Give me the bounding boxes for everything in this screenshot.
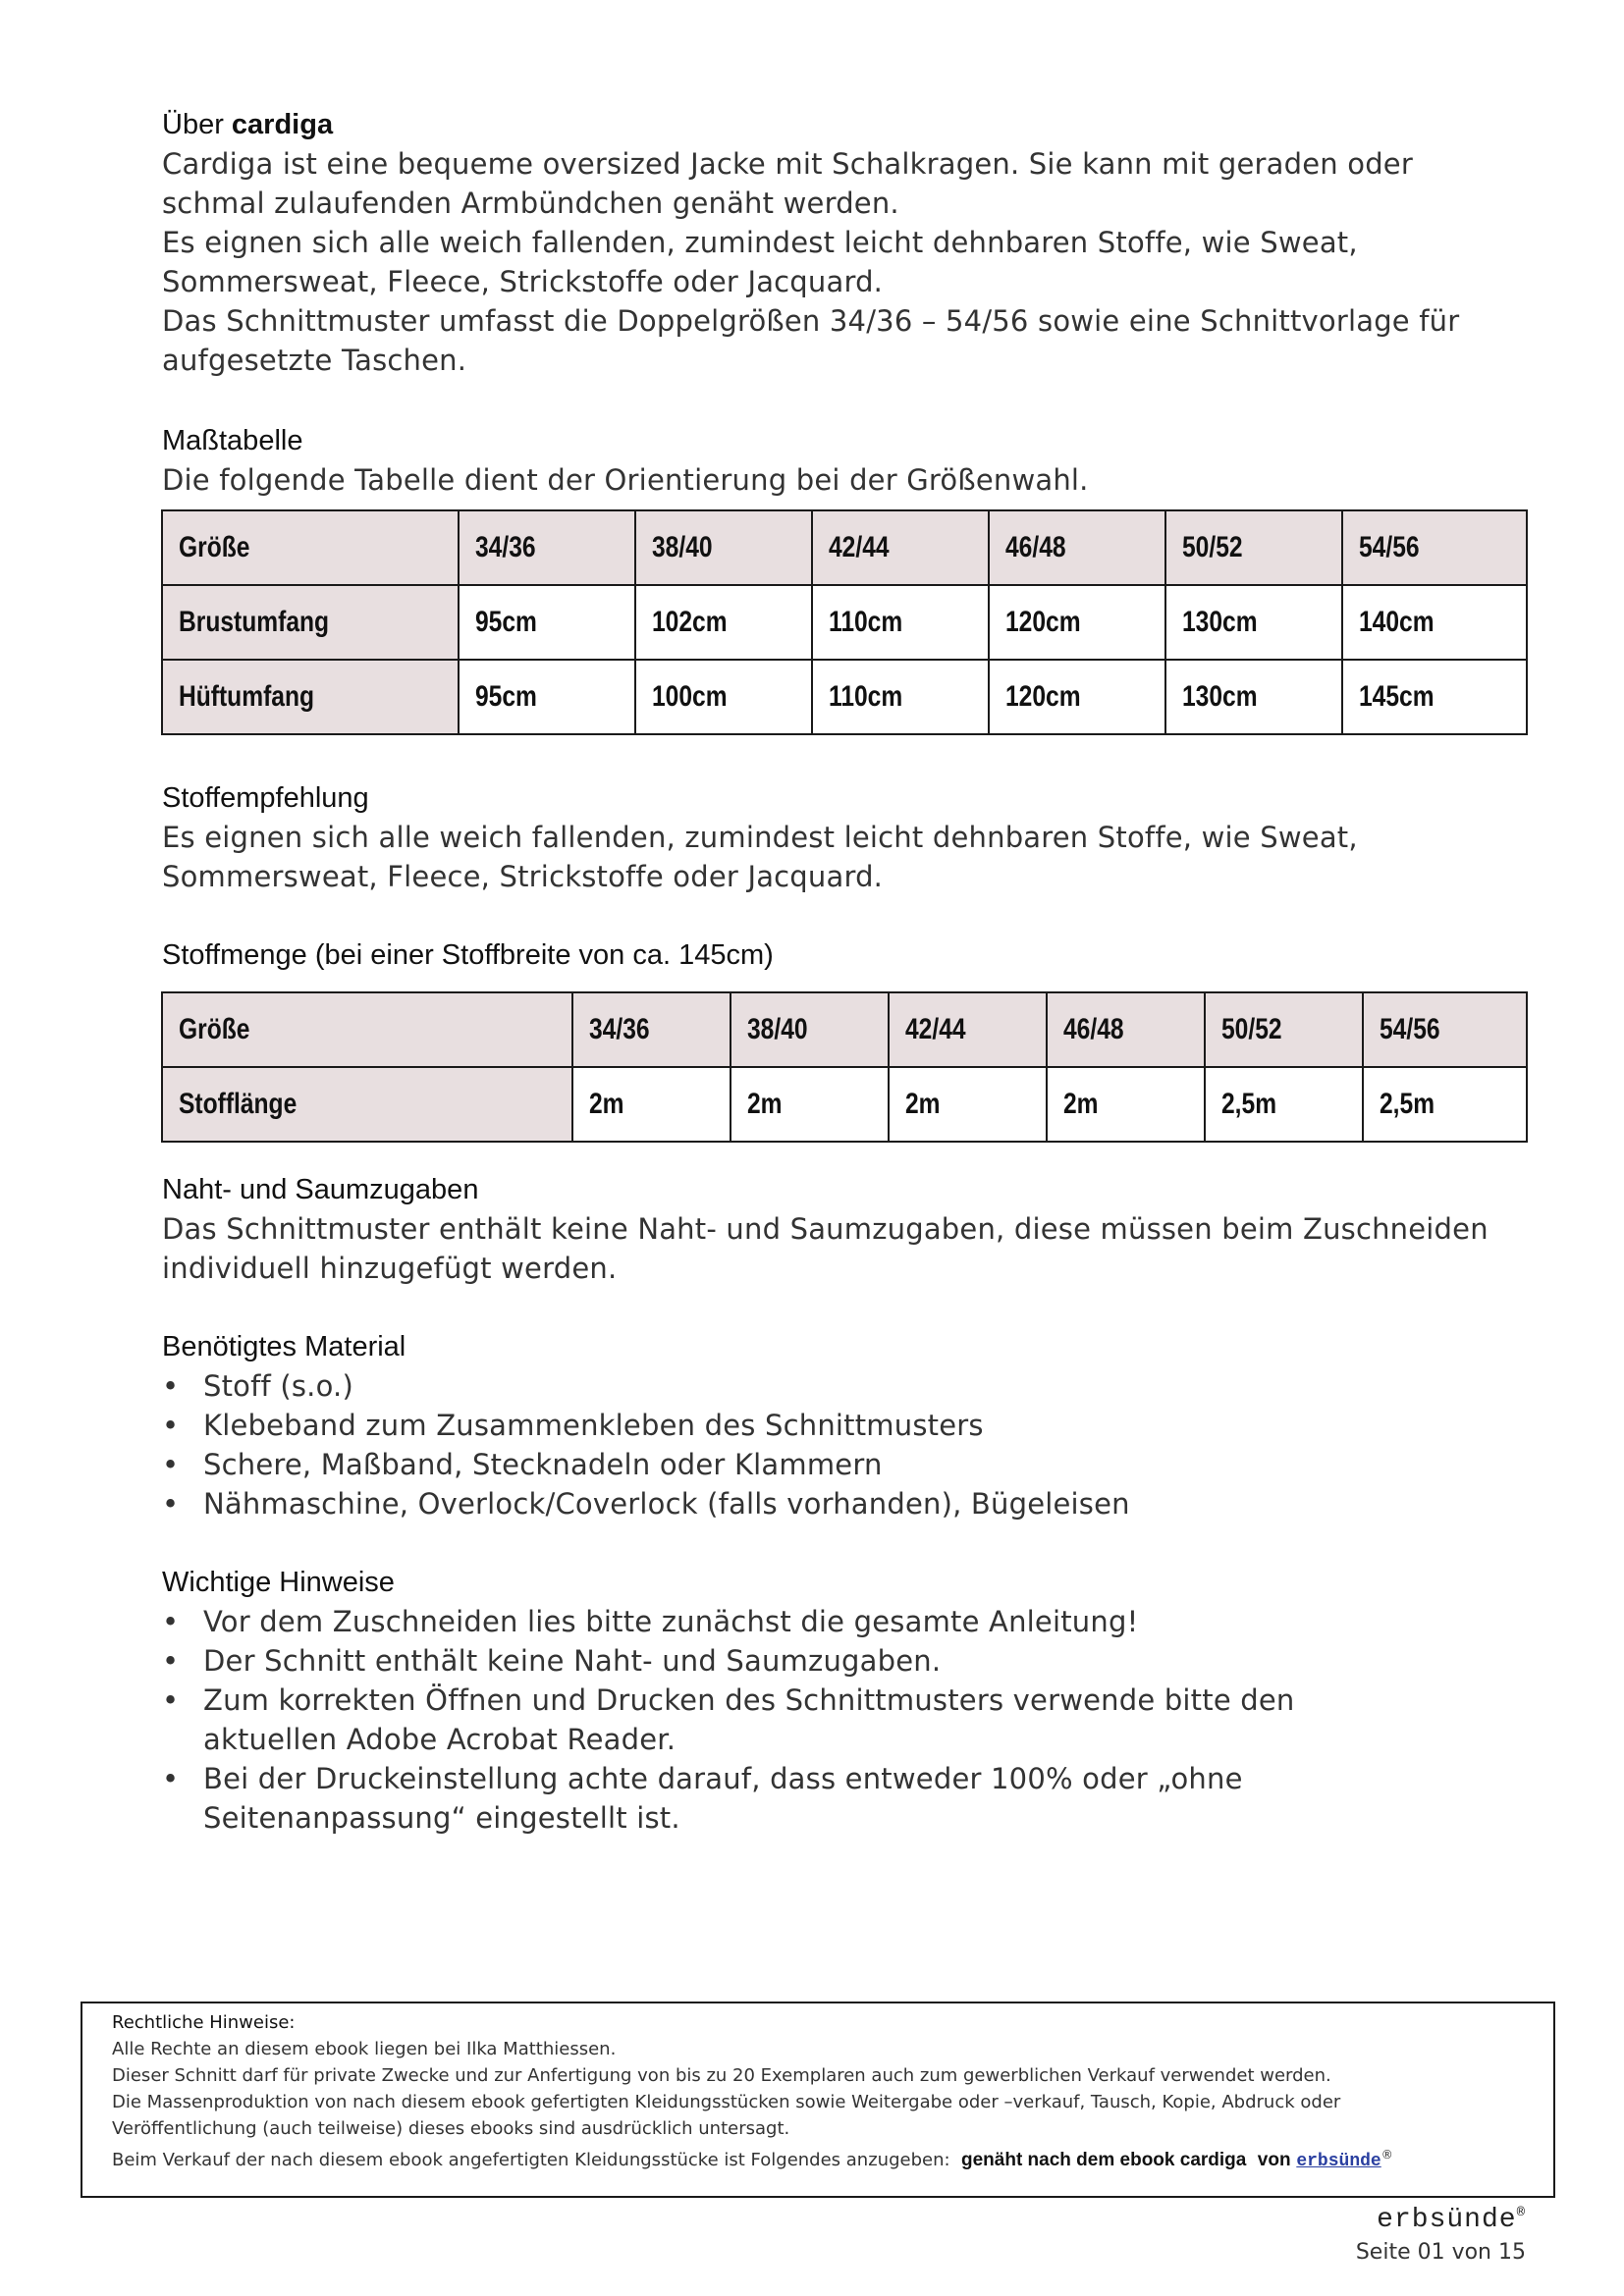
table-header-cell: 46/48 [1047, 992, 1205, 1067]
table-cell: 95cm [459, 585, 635, 660]
list-item: • Nähmaschine, Overlock/Coverlock (falls vorhanden), Bügeleisen [162, 1484, 1527, 1523]
legal-line-attribution: Beim Verkauf der nach diesem ebook angefertigten Kleidungsstücke ist Folgendes anzugeben: genäht nach dem ebook cardiga von erbsünde® [112, 2148, 1393, 2171]
table-header-cell: 50/52 [1205, 992, 1363, 1067]
table-cell: 110cm [812, 585, 989, 660]
fabric-line: Sommersweat, Fleece, Strickstoffe oder Jacquard. [162, 860, 884, 893]
table-row [162, 1067, 1527, 1142]
table-cell: 2m [889, 1067, 1047, 1142]
seam-line: Das Schnittmuster enthält keine Naht- und Saumzugaben, diese müssen beim Zuschneiden [162, 1212, 1489, 1246]
table-cell: 130cm [1165, 585, 1342, 660]
table-cell: 145cm [1342, 660, 1527, 734]
table-header-cell: 54/56 [1363, 992, 1527, 1067]
page-number: Seite 01 von 15 [1355, 2240, 1526, 2265]
table-header-cell: Größe [162, 510, 459, 585]
legal-line: Veröffentlichung (auch teilweise) dieses ebooks sind ausdrücklich untersagt. [112, 2118, 790, 2139]
table-cell: 2,5m [1205, 1067, 1363, 1142]
list-item: • Bei der Druckeinstellung achte darauf, dass entweder 100% oder „ohne Seitenanpassung“ eingestellt ist. [162, 1759, 1313, 1838]
notes-section [162, 1563, 1468, 1838]
about-line: Das Schnittmuster umfasst die Doppelgrößen 34/36 – 54/56 sowie eine Schnittvorlage für [162, 304, 1460, 338]
table-cell: 110cm [812, 660, 989, 734]
table-cell: 95cm [459, 660, 635, 734]
table-header-cell: 42/44 [812, 510, 989, 585]
fabric-section [162, 778, 1527, 896]
table-row [162, 585, 1527, 660]
material-section [162, 1327, 1527, 1523]
seam-section [162, 1170, 1527, 1288]
table-header-cell: Größe [162, 992, 572, 1067]
amount-section [162, 935, 1527, 975]
table-cell: 140cm [1342, 585, 1527, 660]
seam-line: individuell hinzugefügt werden. [162, 1252, 618, 1285]
table-header-cell: 34/36 [459, 510, 635, 585]
brand-link[interactable]: erbsünde [1296, 2152, 1381, 2171]
about-line: Sommersweat, Fleece, Strickstoffe oder Jacquard. [162, 265, 884, 298]
list-item: • Klebeband zum Zusammenkleben des Schnittmusters [162, 1406, 1527, 1445]
table-header-cell: 54/56 [1342, 510, 1527, 585]
notes-heading: Wichtige Hinweise [162, 1567, 395, 1598]
legal-notice-box [81, 2002, 1555, 2198]
measure-table [161, 509, 1528, 735]
table-cell: 120cm [989, 660, 1165, 734]
about-section [162, 105, 1527, 380]
table-row-label: Stofflänge [162, 1067, 572, 1142]
about-line: Cardiga ist eine bequeme oversized Jacke mit Schalkragen. Sie kann mit geraden oder [162, 147, 1413, 181]
table-cell: 2m [1047, 1067, 1205, 1142]
product-name: cardiga [231, 109, 334, 140]
list-item: • Stoff (s.o.) [162, 1366, 1527, 1406]
table-cell: 2,5m [1363, 1067, 1527, 1142]
table-cell: 2m [731, 1067, 889, 1142]
table-row-label: Hüftumfang [162, 660, 459, 734]
list-item: • Der Schnitt enthält keine Naht- und Saumzugaben. [162, 1641, 1468, 1681]
registered-mark: ® [1516, 2205, 1526, 2221]
legal-title: Rechtliche Hinweise: [112, 2012, 296, 2033]
amount-heading: Stoffmenge (bei einer Stoffbreite von ca. 145cm) [162, 939, 774, 971]
material-list [162, 1366, 1527, 1523]
table-cell: 130cm [1165, 660, 1342, 734]
legal-line: Die Massenproduktion von nach diesem ebook gefertigten Kleidungsstücken sowie Weitergabe oder –verkauf, Tausch, Kopie, Abdruck oder [112, 2092, 1341, 2112]
table-header-cell: 50/52 [1165, 510, 1342, 585]
table-header-row [162, 510, 1527, 585]
table-cell: 2m [572, 1067, 731, 1142]
amount-table [161, 991, 1528, 1143]
table-header-cell: 42/44 [889, 992, 1047, 1067]
attribution-text: genäht nach dem ebook cardiga [961, 2150, 1247, 2170]
table-header-cell: 34/36 [572, 992, 731, 1067]
about-line: schmal zulaufenden Armbündchen genäht werden. [162, 187, 899, 220]
fabric-heading: Stoffempfehlung [162, 782, 369, 814]
material-heading: Benötigtes Material [162, 1331, 406, 1362]
fabric-line: Es eignen sich alle weich fallenden, zumindest leicht dehnbaren Stoffe, wie Sweat, [162, 821, 1358, 854]
table-header-cell: 38/40 [635, 510, 812, 585]
table-cell: 120cm [989, 585, 1165, 660]
table-row [162, 660, 1527, 734]
footer-logo: erbsünde® [1377, 2205, 1526, 2235]
seam-heading: Naht- und Saumzugaben [162, 1174, 479, 1205]
about-line: Es eignen sich alle weich fallenden, zumindest leicht dehnbaren Stoffe, wie Sweat, [162, 226, 1358, 259]
about-line: aufgesetzte Taschen. [162, 344, 467, 377]
table-cell: 102cm [635, 585, 812, 660]
notes-list [162, 1602, 1468, 1838]
about-text [162, 144, 1527, 380]
registered-mark: ® [1380, 2148, 1393, 2162]
fabric-text [162, 818, 1527, 896]
table-header-cell: 38/40 [731, 992, 889, 1067]
seam-text [162, 1209, 1527, 1288]
measure-intro: Die folgende Tabelle dient der Orientierung bei der Größenwahl. [162, 463, 1089, 497]
table-row-label: Brustumfang [162, 585, 459, 660]
measure-heading: Maßtabelle [162, 425, 303, 456]
list-item: • Zum korrekten Öffnen und Drucken des Schnittmusters verwende bitte den aktuellen Adobe Acrobat Reader. [162, 1681, 1411, 1759]
table-cell: 100cm [635, 660, 812, 734]
table-header-row [162, 992, 1527, 1067]
list-item: • Vor dem Zuschneiden lies bitte zunächst die gesamte Anleitung! [162, 1602, 1468, 1641]
legal-line: Alle Rechte an diesem ebook liegen bei Ilka Matthiessen. [112, 2039, 617, 2059]
legal-line: Dieser Schnitt darf für private Zwecke und zur Anfertigung von bis zu 20 Exemplaren auch zum gewerblichen Verkauf verwendet werden. [112, 2065, 1331, 2086]
table-header-cell: 46/48 [989, 510, 1165, 585]
list-item: • Schere, Maßband, Stecknadeln oder Klammern [162, 1445, 1527, 1484]
about-heading: Über cardiga [162, 109, 334, 140]
measure-section [162, 421, 1527, 500]
